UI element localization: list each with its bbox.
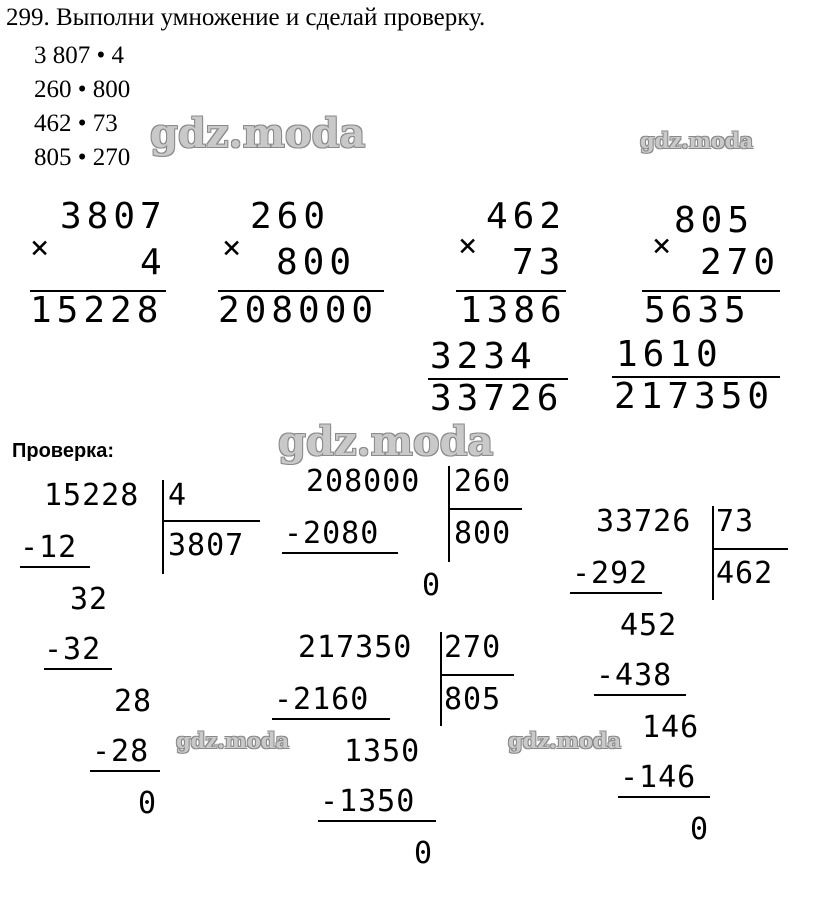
factor-b: 4 — [140, 242, 167, 283]
task-title: 299. Выполни умножение и сделай проверку. — [6, 4, 486, 31]
division-step: -12 — [20, 530, 78, 565]
product: 33726 — [430, 378, 564, 419]
watermark: gdz.moda — [508, 728, 622, 753]
expression-3: 462 • 73 — [34, 110, 118, 137]
multiply-sign: × — [222, 228, 242, 266]
dividend: 217350 — [298, 630, 413, 665]
dividend: 15228 — [44, 478, 140, 513]
dividend: 33726 — [596, 504, 692, 539]
division-step: 0 — [422, 568, 442, 603]
divisor: 4 — [168, 478, 188, 513]
product: 15228 — [30, 290, 164, 331]
quotient: 3807 — [168, 528, 245, 563]
factor-b: 270 — [700, 242, 781, 283]
division-step: -2160 — [274, 682, 370, 717]
factor-a: 805 — [674, 200, 755, 241]
quotient: 805 — [444, 682, 502, 717]
division-step: 146 — [642, 710, 700, 745]
check-title: Проверка: — [12, 440, 114, 462]
division-step: -292 — [572, 556, 649, 591]
partial-product-2: 3234 — [430, 336, 537, 377]
divisor: 270 — [444, 630, 502, 665]
division-step: 0 — [138, 786, 158, 821]
product: 217350 — [614, 376, 775, 417]
factor-b: 800 — [276, 242, 357, 283]
multiply-sign: × — [458, 226, 478, 264]
division-step: -438 — [596, 658, 673, 693]
division-step: -146 — [620, 760, 697, 795]
multiply-sign: × — [652, 226, 672, 264]
partial-product-1: 5635 — [644, 290, 751, 331]
expression-1: 3 807 • 4 — [34, 42, 125, 69]
expression-4: 805 • 270 — [34, 144, 131, 171]
dividend: 208000 — [306, 464, 421, 499]
product: 208000 — [218, 290, 379, 331]
quotient: 800 — [454, 516, 512, 551]
division-step: 1350 — [344, 734, 421, 769]
partial-product-1: 1386 — [460, 290, 567, 331]
watermark: gdz.moda — [640, 128, 754, 153]
factor-b: 73 — [512, 242, 566, 283]
division-step: 32 — [70, 582, 109, 617]
factor-a: 260 — [250, 196, 331, 237]
division-step: -2080 — [284, 516, 380, 551]
partial-product-2: 1610 — [616, 334, 723, 375]
factor-a: 3807 — [60, 196, 167, 237]
divisor: 73 — [716, 504, 755, 539]
divisor: 260 — [454, 464, 512, 499]
division-step: 0 — [690, 812, 710, 847]
watermark: gdz.moda — [176, 728, 290, 753]
division-step: 452 — [620, 608, 678, 643]
division-step: 28 — [114, 684, 153, 719]
expression-2: 260 • 800 — [34, 76, 131, 103]
watermark: gdz.moda — [278, 418, 494, 465]
watermark: gdz.moda — [150, 110, 366, 157]
division-step: 0 — [414, 836, 434, 871]
division-step: -1350 — [320, 784, 416, 819]
quotient: 462 — [716, 556, 774, 591]
multiply-sign: × — [30, 228, 50, 266]
division-step: -32 — [44, 632, 102, 667]
factor-a: 462 — [486, 196, 567, 237]
division-step: -28 — [92, 734, 150, 769]
